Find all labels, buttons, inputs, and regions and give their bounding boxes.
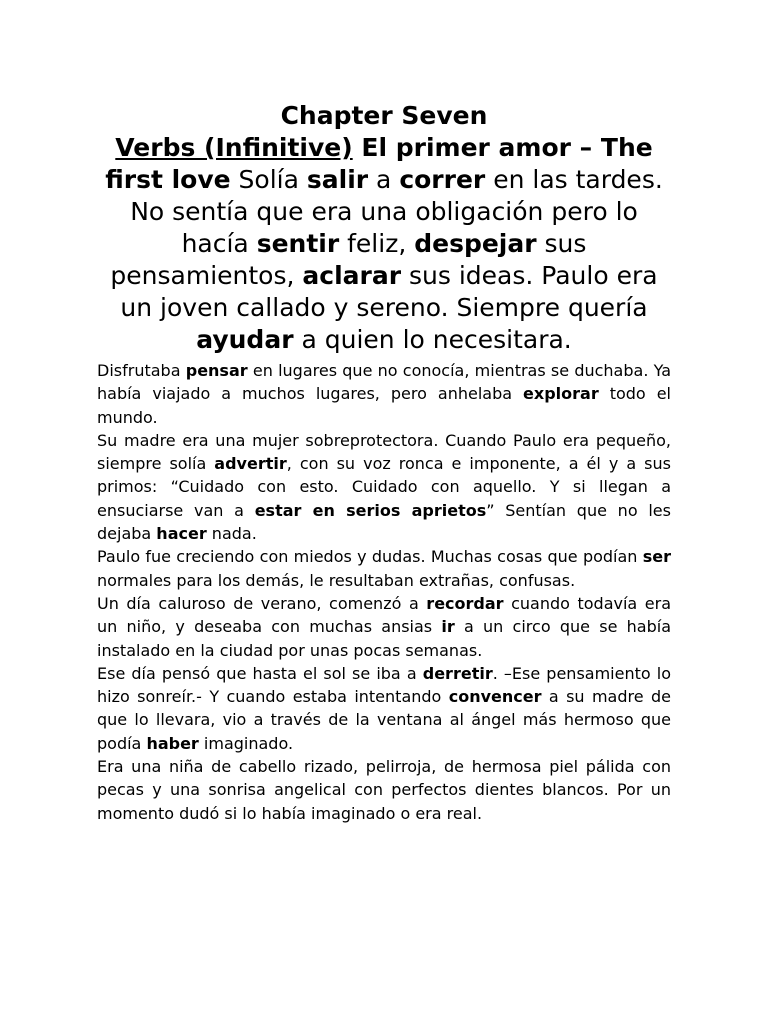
text-run: Disfrutaba: [97, 361, 186, 380]
story-paragraph: [97, 662, 671, 755]
verb-highlight: pensar: [185, 361, 248, 380]
intro-paragraph: [97, 132, 671, 356]
text-run: Un día caluroso de verano, comenzó a: [97, 593, 427, 613]
text-run: normales para los demás, le resultaban extrañas, confusas.: [97, 570, 576, 590]
text-run: sus pensamientos,: [110, 229, 587, 290]
verb-highlight: derretir: [422, 663, 493, 683]
text-run: a quien lo necesitara.: [293, 325, 572, 354]
text-run: feliz,: [339, 229, 415, 258]
text-run: Paulo fue creciendo con miedos y dudas. Muchas cosas que podían: [97, 547, 643, 567]
verb-highlight: salir: [306, 165, 369, 194]
story-paragraph: [97, 359, 671, 429]
text-run: Su madre era una mujer sobreprotectora. Cuando Paulo era pequeño, siempre solía: [97, 430, 671, 474]
verb-highlight: convencer: [448, 687, 542, 707]
section-label: Verbs (Infinitive): [115, 133, 353, 162]
document-page: [97, 100, 671, 825]
text-run: a: [368, 165, 400, 194]
chapter-title: Chapter Seven: [280, 101, 488, 130]
text-run: cuando todavía era un niño, y deseaba con muchas ansias: [97, 593, 671, 637]
text-run: Era una niña de cabello rizado, pelirroja, de hermosa piel pálida con pecas y una sonrisa angelical con perfectos dientes blancos. Por un momento dudó si lo había imaginado o era real.: [97, 757, 671, 823]
story-body: [97, 359, 671, 825]
verb-highlight: ayudar: [196, 325, 294, 354]
verb-highlight: explorar: [523, 384, 599, 404]
text-run: en lugares que no conocía, mientras se duchaba. Ya había viajado a muchos lugares, pero anhelaba: [97, 361, 672, 404]
verb-highlight: sentir: [256, 229, 340, 258]
verb-highlight: ser: [642, 547, 671, 567]
intro-segments: [105, 133, 663, 354]
story-paragraph: [97, 429, 671, 545]
verb-highlight: advertir: [214, 454, 287, 474]
text-run: nada.: [206, 524, 257, 544]
verb-highlight: haber: [146, 733, 199, 753]
verb-highlight: despejar: [414, 229, 537, 258]
text-run: a su madre de que lo llevara, vio a través de la ventana al ángel más hermoso que podía: [97, 687, 671, 753]
text-run: . –Ese pensamiento lo hizo sonreír.- Y cuando estaba intentando: [97, 663, 671, 707]
story-paragraph: [97, 545, 671, 592]
verb-highlight: ir: [441, 617, 455, 637]
text-run: en las tardes. No sentía que era una obligación pero lo hacía: [130, 165, 663, 258]
verb-highlight: El primer amor – The first love: [105, 133, 653, 194]
story-paragraph: [97, 755, 671, 825]
text-run: imaginado.: [198, 733, 294, 753]
story-paragraph: [97, 592, 671, 662]
verb-highlight: recordar: [426, 593, 504, 613]
verb-highlight: correr: [399, 165, 486, 194]
text-run: Solía: [230, 165, 307, 194]
text-run: ” Sentían que no les dejaba: [97, 500, 671, 544]
text-run: , con su voz ronca e imponente, a él y a sus primos: “Cuidado con esto. Cuidado con aquello. Y si llegan a ensuciarse van a: [97, 454, 671, 520]
verb-highlight: estar en serios aprietos: [254, 500, 487, 520]
text-run: sus ideas. Paulo era un joven callado y sereno. Siempre quería: [120, 261, 658, 322]
verb-highlight: aclarar: [302, 261, 402, 290]
verb-highlight: hacer: [156, 524, 207, 544]
text-run: todo el mundo.: [97, 384, 672, 427]
text-run: Ese día pensó que hasta el sol se iba a: [97, 663, 423, 683]
text-run: a un circo que se había instalado en la ciudad por unas pocas semanas.: [97, 617, 672, 660]
